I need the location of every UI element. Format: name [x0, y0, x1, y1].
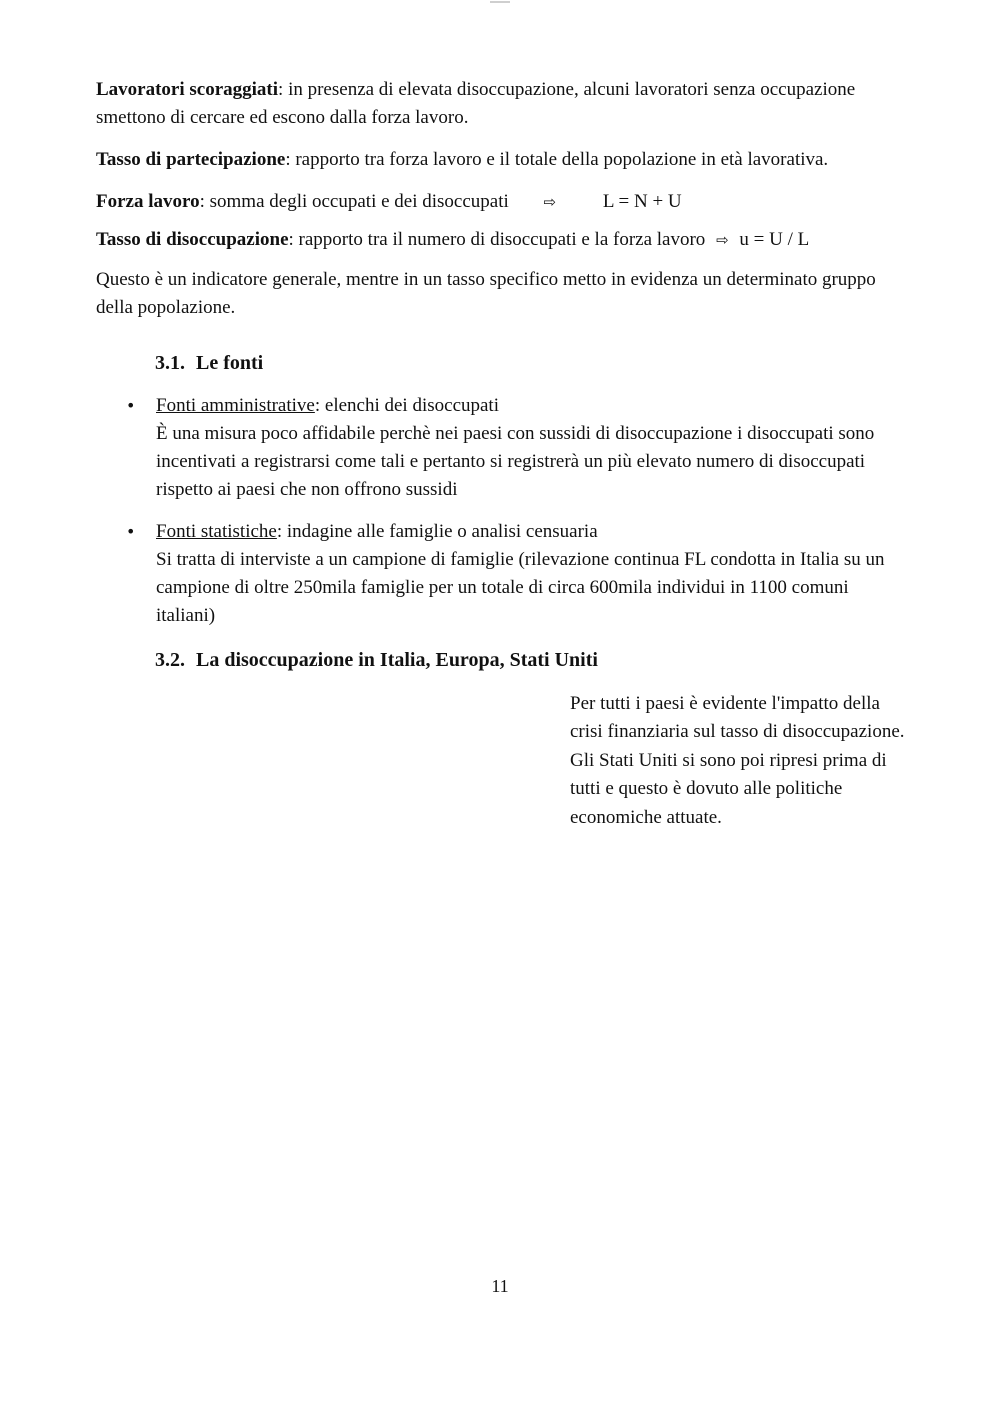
list-item-body: È una misura poco affidabile perchè nei paesi con sussidi di disoccupazione i disoccupati sono incentivati a registrarsi come tali e pertanto si registrerà un più elevato numero di disoccupati rispetto ai paesi che non offrono sussidi	[156, 423, 875, 500]
definition-labor-force	[96, 188, 908, 216]
section-number: 3.2.	[155, 649, 185, 671]
definition-text: : rapporto tra forza lavoro e il totale della popolazione in età lavorativa.	[285, 149, 829, 170]
source-summary: : elenchi dei disoccupati	[314, 395, 499, 416]
general-note: Questo è un indicatore generale, mentre in un tasso specifico metto in evidenza un determinato gruppo della popolazione.	[96, 269, 876, 318]
source-label: Fonti amministrative	[156, 395, 315, 416]
list-item-heading	[156, 392, 908, 420]
section-title: La disoccupazione in Italia, Europa, Stati Uniti	[196, 649, 598, 671]
section-number: 3.1.	[155, 352, 185, 374]
list-item	[126, 518, 908, 630]
list-item-body: Si tratta di interviste a un campione di famiglie (rilevazione continua FL condotta in Italia su un campione di oltre 250mila famiglie per un totale di circa 600mila individui in 1100 comuni italiani)	[156, 549, 885, 626]
definition-text: : in presenza di elevata disoccupazione, alcuni lavoratori senza occupazione smettono di cercare ed escono dalla forza lavoro.	[96, 79, 856, 128]
section-heading-3-1	[155, 352, 263, 375]
term-unemployment-rate: Tasso di disoccupazione	[96, 229, 289, 250]
definition-text: : rapporto tra il numero di disoccupati e la forza lavoro	[288, 229, 706, 250]
list-item-heading	[156, 518, 908, 546]
header-mark	[490, 1, 510, 3]
implies-arrow-icon: ⇨	[716, 231, 729, 249]
bullet-icon: •	[126, 522, 136, 541]
section-heading-3-2	[155, 649, 598, 672]
source-summary: : indagine alle famiglie o analisi censuaria	[276, 521, 598, 542]
section-side-text: Per tutti i paesi è evidente l'impatto della crisi finanziaria sul tasso di disoccupazione. Gli Stati Uniti si sono poi ripresi prima di tutti e questo è dovuto alle politiche economiche attuate.	[570, 693, 905, 828]
term-participation-rate: Tasso di partecipazione	[96, 149, 286, 170]
implies-arrow-icon: ⇨	[543, 193, 557, 211]
definition-participation-rate	[96, 146, 908, 174]
list-item	[126, 392, 908, 504]
term-discouraged-workers: Lavoratori scoraggiati	[96, 79, 279, 100]
page-number: 11	[491, 1276, 509, 1296]
definition-unemployment-rate	[96, 226, 908, 254]
source-label: Fonti statistiche	[156, 521, 277, 542]
definition-discouraged-workers	[96, 76, 908, 132]
definition-text: : somma degli occupati e dei disoccupati	[199, 191, 509, 212]
section-title: Le fonti	[196, 352, 264, 374]
formula-labor-force: L = N + U	[602, 191, 682, 212]
term-labor-force: Forza lavoro	[96, 191, 200, 212]
formula-unemployment-rate: u = U / L	[739, 229, 810, 250]
bullet-icon: •	[126, 396, 136, 415]
